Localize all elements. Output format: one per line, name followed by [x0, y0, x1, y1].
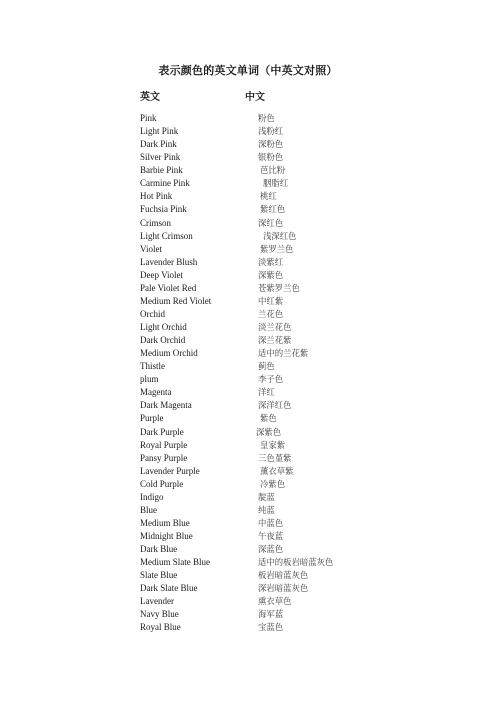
english-term: Light Orchid	[140, 322, 187, 332]
english-term: Purple	[140, 413, 164, 424]
chinese-term: 胭脂红	[263, 178, 289, 189]
list-item	[0, 217, 496, 230]
list-item	[0, 582, 496, 595]
list-item	[0, 595, 496, 608]
list-item	[0, 138, 496, 151]
list-item	[0, 412, 496, 425]
chinese-term: 深岩暗蓝灰色	[258, 583, 309, 594]
list-item	[0, 465, 496, 478]
chinese-term: 皇家紫	[260, 439, 286, 450]
english-term: Medium Orchid	[140, 348, 198, 359]
page-title: 表示颜色的英文单词（中英文对照）	[158, 64, 338, 77]
list-item	[0, 373, 496, 386]
chinese-term: 深蓝色	[258, 544, 284, 555]
chinese-term: 李子色	[258, 374, 284, 385]
color-term-list	[0, 112, 496, 635]
column-header-english: 英文	[140, 92, 160, 103]
chinese-term: 苍紫罗兰色	[258, 282, 300, 293]
chinese-term: 淡兰花色	[258, 322, 292, 332]
english-term: Pansy Purple	[140, 452, 188, 463]
chinese-term: 蓟色	[258, 361, 275, 372]
list-item	[0, 203, 496, 216]
list-item	[0, 125, 496, 138]
chinese-term: 板岩暗蓝灰色	[258, 570, 309, 581]
english-term: Medium Slate Blue	[140, 557, 210, 568]
chinese-term: 冷紫色	[260, 478, 286, 489]
english-term: Fuchsia Pink	[140, 204, 187, 215]
chinese-term: 浅深红色	[263, 230, 297, 241]
list-item	[0, 504, 496, 517]
list-item	[0, 295, 496, 308]
list-item	[0, 151, 496, 164]
english-term: Royal Blue	[140, 622, 181, 633]
english-term: Magenta	[140, 387, 172, 398]
column-header-chinese: 中文	[245, 92, 265, 103]
chinese-term: 纯蓝	[258, 504, 275, 515]
list-item	[0, 426, 496, 439]
english-term: Crimson	[140, 217, 172, 228]
english-term: Light Pink	[140, 126, 179, 137]
chinese-term: 深粉色	[258, 139, 284, 150]
chinese-term: 三色堇紫	[258, 452, 292, 463]
chinese-term: 靛蓝	[258, 491, 275, 502]
list-item	[0, 177, 496, 190]
chinese-term: 深红色	[258, 217, 284, 228]
list-item	[0, 621, 496, 634]
english-term: Dark Orchid	[140, 335, 186, 346]
list-item	[0, 321, 496, 334]
chinese-term: 桃红	[260, 191, 277, 202]
chinese-term: 中蓝色	[258, 517, 284, 528]
chinese-term: 海军蓝	[258, 609, 284, 620]
chinese-term: 浅粉红	[258, 126, 284, 137]
english-term: Navy Blue	[140, 609, 179, 620]
list-item	[0, 530, 496, 543]
english-term: Barbie Pink	[140, 165, 183, 176]
list-item	[0, 360, 496, 373]
english-term: Lavender	[140, 596, 174, 607]
english-term: Lavender Purple	[140, 465, 200, 476]
chinese-term: 宝蓝色	[258, 622, 284, 633]
english-term: Deep Violet	[140, 269, 184, 280]
list-item	[0, 386, 496, 399]
chinese-term: 熏衣草色	[258, 596, 292, 607]
list-item	[0, 439, 496, 452]
list-item	[0, 334, 496, 347]
list-item	[0, 347, 496, 360]
english-term: Hot Pink	[140, 191, 173, 202]
english-term: Orchid	[140, 308, 165, 319]
english-term: Violet	[140, 243, 162, 254]
list-item	[0, 230, 496, 243]
list-item	[0, 190, 496, 203]
chinese-term: 银粉色	[258, 152, 284, 163]
chinese-term: 洋红	[258, 387, 275, 398]
list-item	[0, 543, 496, 556]
english-term: Medium Red Violet	[140, 295, 212, 306]
list-item	[0, 517, 496, 530]
english-term: Dark Magenta	[140, 400, 192, 411]
chinese-term: 中红紫	[258, 295, 284, 306]
list-item	[0, 282, 496, 295]
chinese-term: 深紫色	[258, 269, 284, 280]
chinese-term: 紫红色	[260, 204, 286, 215]
english-term: Midnight Blue	[140, 531, 193, 541]
english-term: Pink	[140, 113, 157, 123]
list-item	[0, 269, 496, 282]
chinese-term: 紫色	[260, 413, 277, 424]
chinese-term: 紫罗兰色	[260, 243, 294, 254]
list-item	[0, 112, 496, 125]
english-term: Light Crimson	[140, 230, 193, 241]
chinese-term: 兰花色	[258, 308, 284, 319]
english-term: Dark Slate Blue	[140, 583, 198, 594]
chinese-term: 芭比粉	[260, 165, 286, 176]
list-item	[0, 452, 496, 465]
chinese-term: 粉色	[258, 113, 275, 123]
list-item	[0, 556, 496, 569]
english-term: Thistle	[140, 361, 165, 372]
english-term: Blue	[140, 504, 157, 515]
list-item	[0, 164, 496, 177]
list-item	[0, 308, 496, 321]
chinese-term: 深紫色	[256, 426, 282, 437]
english-term: Slate Blue	[140, 570, 178, 581]
chinese-term: 淡紫红	[258, 256, 284, 267]
list-item	[0, 478, 496, 491]
english-term: Pale Violet Red	[140, 282, 197, 293]
english-term: Medium Blue	[140, 517, 190, 528]
list-item	[0, 399, 496, 412]
list-item	[0, 569, 496, 582]
list-item	[0, 491, 496, 504]
english-term: Carmine Pink	[140, 178, 190, 189]
chinese-term: 适中的兰花紫	[258, 348, 309, 359]
chinese-term: 深洋红色	[258, 400, 292, 411]
english-term: Cold Purple	[140, 478, 184, 489]
list-item	[0, 243, 496, 256]
chinese-term: 午夜蓝	[258, 531, 284, 541]
english-term: Silver Pink	[140, 152, 181, 163]
chinese-term: 薰衣草紫	[260, 465, 294, 476]
english-term: Royal Purple	[140, 439, 188, 450]
english-term: Dark Purple	[140, 426, 184, 437]
chinese-term: 适中的板岩暗蓝灰色	[258, 557, 334, 568]
english-term: Dark Pink	[140, 139, 177, 150]
list-item	[0, 608, 496, 621]
english-term: plum	[140, 374, 159, 385]
list-item	[0, 256, 496, 269]
english-term: Dark Blue	[140, 544, 178, 555]
english-term: Indigo	[140, 491, 164, 502]
english-term: Lavender Blush	[140, 256, 198, 267]
chinese-term: 深兰花紫	[258, 335, 292, 346]
